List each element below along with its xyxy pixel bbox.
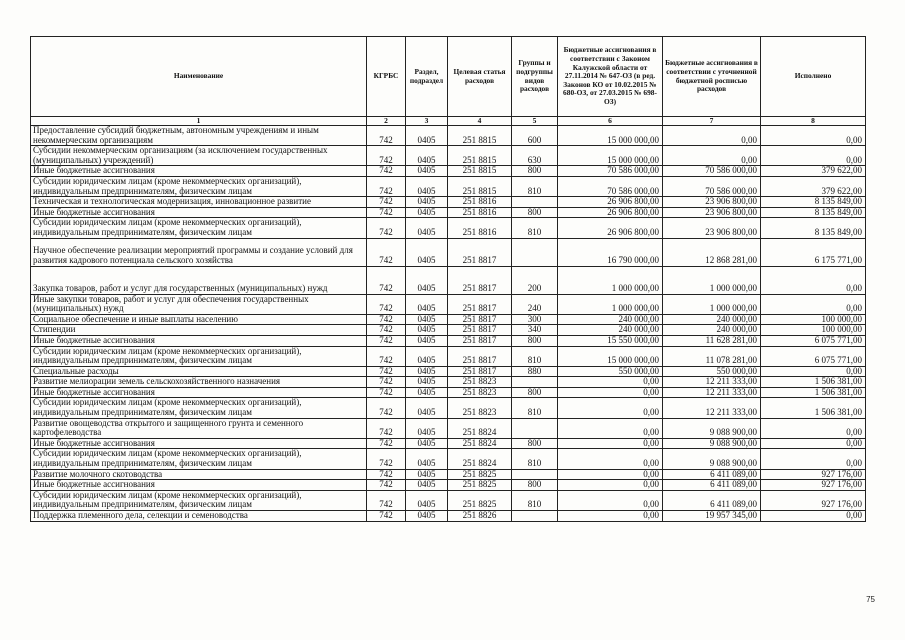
- row-target: 251 8816: [448, 197, 512, 208]
- row-grbs: 742: [367, 325, 406, 336]
- row-refined-amount: 1 000 000,00: [663, 294, 761, 314]
- row-law-amount: 240 000,00: [558, 325, 663, 336]
- row-refined-amount: 12 211 333,00: [663, 398, 761, 418]
- row-name: Развитие мелиорации земель сельскохозяйственного назначения: [31, 377, 367, 388]
- row-executed-amount: 1 506 381,00: [761, 387, 866, 398]
- table-row: [31, 449, 866, 469]
- row-grbs: 742: [367, 377, 406, 388]
- row-law-amount: 240 000,00: [558, 314, 663, 325]
- row-refined-amount: 70 586 000,00: [663, 176, 761, 196]
- row-law-amount: 26 906 800,00: [558, 197, 663, 208]
- row-grbs: 742: [367, 469, 406, 480]
- header-name: Наименование: [31, 37, 367, 117]
- page-number: 75: [866, 595, 875, 604]
- row-section: 0405: [406, 469, 448, 480]
- row-target: 251 8815: [448, 126, 512, 146]
- row-executed-amount: 0,00: [761, 438, 866, 449]
- column-number: 1: [31, 117, 367, 126]
- row-executed-amount: 1 506 381,00: [761, 398, 866, 418]
- row-refined-amount: 70 586 000,00: [663, 166, 761, 177]
- table-row: [31, 366, 866, 377]
- table-row: [31, 146, 866, 166]
- row-name: Социальное обеспечение и иные выплаты населению: [31, 314, 367, 325]
- row-target: 251 8817: [448, 335, 512, 346]
- row-refined-amount: 0,00: [663, 126, 761, 146]
- row-grbs: 742: [367, 207, 406, 218]
- row-name: Развитие овощеводства открытого и защищенного грунта и семенного картофелеводства: [31, 418, 367, 438]
- row-name: Субсидии некоммерческим организациям (за исключением государственных (муниципальных) учреждений): [31, 146, 367, 166]
- row-grbs: 742: [367, 418, 406, 438]
- row-grbs: 742: [367, 438, 406, 449]
- row-executed-amount: 100 000,00: [761, 314, 866, 325]
- row-target: 251 8817: [448, 366, 512, 377]
- row-law-amount: 70 586 000,00: [558, 176, 663, 196]
- row-grbs: 742: [367, 266, 406, 294]
- row-law-amount: 15 000 000,00: [558, 126, 663, 146]
- row-grbs: 742: [367, 387, 406, 398]
- row-target: 251 8825: [448, 469, 512, 480]
- row-law-amount: 15 000 000,00: [558, 346, 663, 366]
- table-row: [31, 438, 866, 449]
- row-law-amount: 550 000,00: [558, 366, 663, 377]
- row-grbs: 742: [367, 146, 406, 166]
- table-row: [31, 294, 866, 314]
- row-section: 0405: [406, 346, 448, 366]
- table-row: [31, 325, 866, 336]
- budget-table: [30, 36, 866, 522]
- row-refined-amount: 0,00: [663, 146, 761, 166]
- row-refined-amount: 12 211 333,00: [663, 377, 761, 388]
- row-executed-amount: 927 176,00: [761, 490, 866, 510]
- row-section: 0405: [406, 325, 448, 336]
- row-target: 251 8815: [448, 176, 512, 196]
- row-executed-amount: 927 176,00: [761, 480, 866, 491]
- row-refined-amount: 19 957 345,00: [663, 511, 761, 522]
- column-number: 5: [512, 117, 558, 126]
- row-law-amount: 1 000 000,00: [558, 266, 663, 294]
- row-grbs: 742: [367, 480, 406, 491]
- row-section: 0405: [406, 314, 448, 325]
- row-executed-amount: 100 000,00: [761, 325, 866, 336]
- row-refined-amount: 240 000,00: [663, 325, 761, 336]
- row-grbs: 742: [367, 398, 406, 418]
- row-name: Развитие молочного скотоводства: [31, 469, 367, 480]
- row-name: Субсидии юридическим лицам (кроме некоммерческих организаций), индивидуальным предпринимателям, физическим лицам: [31, 398, 367, 418]
- row-section: 0405: [406, 449, 448, 469]
- row-section: 0405: [406, 418, 448, 438]
- row-group: 630: [512, 146, 558, 166]
- column-number: 6: [558, 117, 663, 126]
- row-target: 251 8824: [448, 449, 512, 469]
- row-group: 340: [512, 325, 558, 336]
- table-row: [31, 126, 866, 146]
- row-name: Стипендии: [31, 325, 367, 336]
- row-law-amount: 26 906 800,00: [558, 218, 663, 238]
- header-target: Целевая статья расходов: [448, 37, 512, 117]
- table-row: [31, 398, 866, 418]
- row-executed-amount: 0,00: [761, 418, 866, 438]
- row-section: 0405: [406, 480, 448, 491]
- table-row: [31, 266, 866, 294]
- row-name: Субсидии юридическим лицам (кроме некоммерческих организаций), индивидуальным предпринимателям, физическим лицам: [31, 490, 367, 510]
- row-grbs: 742: [367, 449, 406, 469]
- row-refined-amount: 23 906 800,00: [663, 197, 761, 208]
- column-number: 2: [367, 117, 406, 126]
- table-row: [31, 238, 866, 266]
- row-refined-amount: 550 000,00: [663, 366, 761, 377]
- header-law: Бюджетные ассигнования в соответствии с Законом Калужской области от 27.11.2014 № 647-ОЗ (в ред. Законов КО от 10.02.2015 № 680-ОЗ, от 27.03.2015 № 698-ОЗ): [558, 37, 663, 117]
- row-grbs: 742: [367, 366, 406, 377]
- row-grbs: 742: [367, 126, 406, 146]
- row-name: Иные бюджетные ассигнования: [31, 207, 367, 218]
- row-group: 810: [512, 398, 558, 418]
- row-grbs: 742: [367, 511, 406, 522]
- row-target: 251 8816: [448, 207, 512, 218]
- row-executed-amount: 0,00: [761, 366, 866, 377]
- row-grbs: 742: [367, 166, 406, 177]
- row-group: 800: [512, 480, 558, 491]
- row-section: 0405: [406, 490, 448, 510]
- table-row: [31, 387, 866, 398]
- row-section: 0405: [406, 335, 448, 346]
- row-executed-amount: 8 135 849,00: [761, 207, 866, 218]
- row-name: Субсидии юридическим лицам (кроме некоммерческих организаций), индивидуальным предпринимателям, физическим лицам: [31, 346, 367, 366]
- table-row: [31, 176, 866, 196]
- row-law-amount: 15 550 000,00: [558, 335, 663, 346]
- row-executed-amount: 8 135 849,00: [761, 218, 866, 238]
- header-groups: Группы и подгруппы видов расходов: [512, 37, 558, 117]
- row-group: 800: [512, 166, 558, 177]
- row-target: 251 8817: [448, 238, 512, 266]
- row-law-amount: 0,00: [558, 418, 663, 438]
- row-section: 0405: [406, 207, 448, 218]
- row-group: [512, 469, 558, 480]
- row-law-amount: 0,00: [558, 469, 663, 480]
- row-refined-amount: 1 000 000,00: [663, 266, 761, 294]
- row-section: 0405: [406, 146, 448, 166]
- row-group: [512, 418, 558, 438]
- row-group: 810: [512, 346, 558, 366]
- table-row: [31, 469, 866, 480]
- row-name: Закупка товаров, работ и услуг для государственных (муниципальных) нужд: [31, 266, 367, 294]
- row-group: [512, 511, 558, 522]
- row-refined-amount: 9 088 900,00: [663, 438, 761, 449]
- row-refined-amount: 6 411 089,00: [663, 490, 761, 510]
- row-grbs: 742: [367, 346, 406, 366]
- row-executed-amount: 6 175 771,00: [761, 238, 866, 266]
- row-target: 251 8815: [448, 146, 512, 166]
- row-law-amount: 0,00: [558, 377, 663, 388]
- row-section: 0405: [406, 197, 448, 208]
- row-name: Иные бюджетные ассигнования: [31, 387, 367, 398]
- row-target: 251 8817: [448, 346, 512, 366]
- row-group: 810: [512, 449, 558, 469]
- table-row: [31, 335, 866, 346]
- row-refined-amount: 9 088 900,00: [663, 449, 761, 469]
- row-name: Техническая и технологическая модернизация, инновационное развитие: [31, 197, 367, 208]
- row-section: 0405: [406, 366, 448, 377]
- header-executed: Исполнено: [761, 37, 866, 117]
- row-target: 251 8817: [448, 325, 512, 336]
- row-group: 810: [512, 176, 558, 196]
- row-executed-amount: 0,00: [761, 126, 866, 146]
- row-law-amount: 0,00: [558, 480, 663, 491]
- row-target: 251 8816: [448, 218, 512, 238]
- row-refined-amount: 9 088 900,00: [663, 418, 761, 438]
- table-body: [31, 126, 866, 522]
- row-name: Предоставление субсидий бюджетным, автономным учреждениям и иным некоммерческим организациям: [31, 126, 367, 146]
- row-group: 810: [512, 218, 558, 238]
- row-law-amount: 70 586 000,00: [558, 166, 663, 177]
- table-row: [31, 377, 866, 388]
- table-row: [31, 314, 866, 325]
- row-grbs: 742: [367, 218, 406, 238]
- row-executed-amount: 379 622,00: [761, 166, 866, 177]
- row-section: 0405: [406, 166, 448, 177]
- table-row: [31, 346, 866, 366]
- row-name: Субсидии юридическим лицам (кроме некоммерческих организаций), индивидуальным предпринимателям, физическим лицам: [31, 176, 367, 196]
- row-group: [512, 197, 558, 208]
- table-row: [31, 511, 866, 522]
- row-refined-amount: 12 211 333,00: [663, 387, 761, 398]
- row-group: 240: [512, 294, 558, 314]
- row-executed-amount: 927 176,00: [761, 469, 866, 480]
- row-law-amount: 0,00: [558, 511, 663, 522]
- row-group: 600: [512, 126, 558, 146]
- row-target: 251 8824: [448, 438, 512, 449]
- header-section: Раздел, подраздел: [406, 37, 448, 117]
- row-target: 251 8815: [448, 166, 512, 177]
- row-law-amount: 0,00: [558, 387, 663, 398]
- row-executed-amount: 0,00: [761, 449, 866, 469]
- row-law-amount: 16 790 000,00: [558, 238, 663, 266]
- row-target: 251 8825: [448, 490, 512, 510]
- row-group: 800: [512, 438, 558, 449]
- row-law-amount: 15 000 000,00: [558, 146, 663, 166]
- row-executed-amount: 6 075 771,00: [761, 335, 866, 346]
- row-name: Научное обеспечение реализации мероприятий программы и создание условий для развития кадрового потенциала сельского хозяйства: [31, 238, 367, 266]
- row-target: 251 8826: [448, 511, 512, 522]
- row-group: 810: [512, 490, 558, 510]
- row-refined-amount: 23 906 800,00: [663, 218, 761, 238]
- column-number: 3: [406, 117, 448, 126]
- row-target: 251 8817: [448, 314, 512, 325]
- row-name: Иные бюджетные ассигнования: [31, 480, 367, 491]
- row-executed-amount: 0,00: [761, 266, 866, 294]
- row-group: [512, 377, 558, 388]
- row-section: 0405: [406, 176, 448, 196]
- row-name: Поддержка племенного дела, селекции и семеноводства: [31, 511, 367, 522]
- row-section: 0405: [406, 218, 448, 238]
- row-group: 300: [512, 314, 558, 325]
- row-grbs: 742: [367, 238, 406, 266]
- row-name: Иные бюджетные ассигнования: [31, 335, 367, 346]
- column-number: 7: [663, 117, 761, 126]
- row-group: 880: [512, 366, 558, 377]
- row-law-amount: 1 000 000,00: [558, 294, 663, 314]
- row-refined-amount: 23 906 800,00: [663, 207, 761, 218]
- column-number-row: [31, 117, 866, 126]
- row-executed-amount: 379 622,00: [761, 176, 866, 196]
- row-section: 0405: [406, 238, 448, 266]
- row-section: 0405: [406, 266, 448, 294]
- row-target: 251 8823: [448, 387, 512, 398]
- row-name: Субсидии юридическим лицам (кроме некоммерческих организаций), индивидуальным предпринимателям, физическим лицам: [31, 218, 367, 238]
- row-refined-amount: 11 628 281,00: [663, 335, 761, 346]
- row-grbs: 742: [367, 197, 406, 208]
- row-section: 0405: [406, 398, 448, 418]
- row-law-amount: 0,00: [558, 398, 663, 418]
- row-refined-amount: 11 078 281,00: [663, 346, 761, 366]
- table-row: [31, 418, 866, 438]
- row-grbs: 742: [367, 490, 406, 510]
- row-target: 251 8817: [448, 294, 512, 314]
- header-row: [31, 37, 866, 117]
- row-grbs: 742: [367, 335, 406, 346]
- row-law-amount: 0,00: [558, 438, 663, 449]
- row-executed-amount: 0,00: [761, 511, 866, 522]
- row-grbs: 742: [367, 294, 406, 314]
- row-target: 251 8825: [448, 480, 512, 491]
- row-name: Субсидии юридическим лицам (кроме некоммерческих организаций), индивидуальным предпринимателям, физическим лицам: [31, 449, 367, 469]
- row-refined-amount: 12 868 281,00: [663, 238, 761, 266]
- header-grbs: КГРБС: [367, 37, 406, 117]
- row-name: Иные бюджетные ассигнования: [31, 438, 367, 449]
- row-law-amount: 0,00: [558, 449, 663, 469]
- row-executed-amount: 0,00: [761, 294, 866, 314]
- table-row: [31, 207, 866, 218]
- row-name: Специальные расходы: [31, 366, 367, 377]
- row-target: 251 8823: [448, 398, 512, 418]
- column-number: 4: [448, 117, 512, 126]
- row-name: Иные закупки товаров, работ и услуг для обеспечения государственных (муниципальных) нужд: [31, 294, 367, 314]
- row-refined-amount: 6 411 089,00: [663, 480, 761, 491]
- row-refined-amount: 6 411 089,00: [663, 469, 761, 480]
- row-law-amount: 26 906 800,00: [558, 207, 663, 218]
- row-group: 800: [512, 387, 558, 398]
- table-row: [31, 480, 866, 491]
- table-row: [31, 218, 866, 238]
- table-row: [31, 197, 866, 208]
- row-section: 0405: [406, 126, 448, 146]
- row-refined-amount: 240 000,00: [663, 314, 761, 325]
- row-group: 800: [512, 207, 558, 218]
- row-executed-amount: 1 506 381,00: [761, 377, 866, 388]
- table-row: [31, 490, 866, 510]
- row-target: 251 8824: [448, 418, 512, 438]
- row-section: 0405: [406, 294, 448, 314]
- row-group: [512, 238, 558, 266]
- row-grbs: 742: [367, 176, 406, 196]
- header-refined: Бюджетные ассигнования в соответствии с уточненной бюджетной росписью расходов: [663, 37, 761, 117]
- row-section: 0405: [406, 377, 448, 388]
- row-name: Иные бюджетные ассигнования: [31, 166, 367, 177]
- table-row: [31, 166, 866, 177]
- row-section: 0405: [406, 438, 448, 449]
- row-group: 800: [512, 335, 558, 346]
- row-grbs: 742: [367, 314, 406, 325]
- row-section: 0405: [406, 387, 448, 398]
- row-executed-amount: 0,00: [761, 146, 866, 166]
- column-number: 8: [761, 117, 866, 126]
- row-target: 251 8817: [448, 266, 512, 294]
- row-law-amount: 0,00: [558, 490, 663, 510]
- row-executed-amount: 6 075 771,00: [761, 346, 866, 366]
- row-group: 200: [512, 266, 558, 294]
- row-executed-amount: 8 135 849,00: [761, 197, 866, 208]
- row-section: 0405: [406, 511, 448, 522]
- row-target: 251 8823: [448, 377, 512, 388]
